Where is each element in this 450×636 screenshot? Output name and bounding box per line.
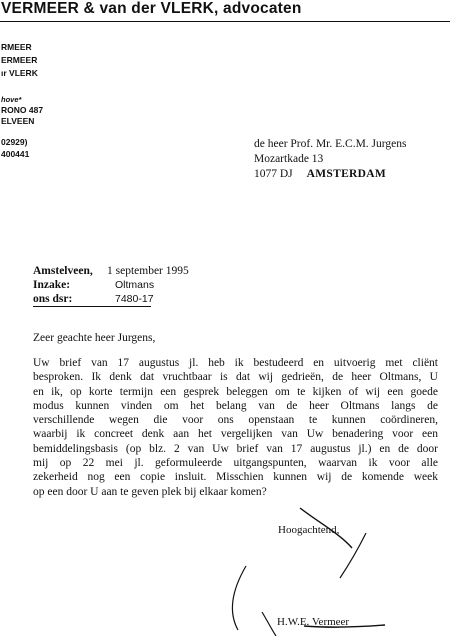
phone-line: 400441: [1, 149, 30, 159]
body-line: verschillende wegen die voor ons openstaan te kunnen coördineren,: [33, 414, 438, 427]
address-line: RONO 487: [1, 105, 44, 115]
place-label: Amstelveen,: [33, 265, 93, 277]
body-line: Uw brief van 17 augustus jl. heb ik bestudeerd en uitvoerig met cliënt: [33, 357, 438, 369]
address-label: hove*: [1, 95, 22, 104]
letter-date: 1 september 1995: [107, 265, 189, 277]
partner-name: ır VLERK: [1, 68, 38, 78]
signature-stroke: [232, 566, 246, 630]
signatory-name: H.W.E. Vermeer: [277, 616, 350, 628]
partner-name: ERMEER: [1, 55, 38, 65]
body-line: op een door U aan te geven plek bij elkaar komen?: [33, 485, 267, 498]
body-line: bemiddelingsbasis (op blz. 2 van Uw brief van 17 augustus jl.) en de door: [33, 442, 438, 455]
body-line: zekerheid nog een copie insluit. Misschien kunnen wij de komende week: [33, 471, 438, 484]
phone-line: 02929): [1, 137, 28, 147]
signature-stroke: [300, 508, 352, 548]
body-line: mij op 22 mei jl. geformuleerde uitgangspunten, waarvan ik voor alle: [33, 457, 438, 470]
body-line: en ik, op korte termijn een gesprek beleggen om te kijken of wij een goede: [33, 385, 438, 398]
subject-value: Oltmans: [115, 279, 155, 291]
subject-label: Inzake:: [33, 279, 71, 291]
signature-stroke: [262, 612, 276, 636]
body-line: besproken. Ik denk dat vruchtbaar is dat wij gedrieën, de heer Oltmans, U: [33, 371, 438, 384]
recipient-street: Mozartkade 13: [254, 153, 324, 165]
partner-name: RMEER: [1, 42, 32, 52]
reference-label: ons dsr:: [33, 293, 73, 305]
recipient-postcode: 1077 DJ: [254, 168, 293, 180]
reference-value: 7480-17: [115, 293, 154, 305]
address-line: ELVEEN: [1, 116, 35, 126]
firm-name: VERMEER & van der VLERK, advocaten: [1, 0, 302, 17]
body-line: waarbij ik concreet denk aan het vergelijken van Uw benadering voor een: [33, 428, 438, 441]
body-line: modus kunnen vinden om het belang van de heer Oltmans langs de: [33, 399, 438, 412]
closing: Hoogachtend,: [278, 524, 340, 536]
recipient-city: AMSTERDAM: [306, 168, 387, 180]
salutation: Zeer geachte heer Jurgens,: [33, 332, 156, 344]
recipient-name: de heer Prof. Mr. E.C.M. Jurgens: [254, 138, 407, 150]
